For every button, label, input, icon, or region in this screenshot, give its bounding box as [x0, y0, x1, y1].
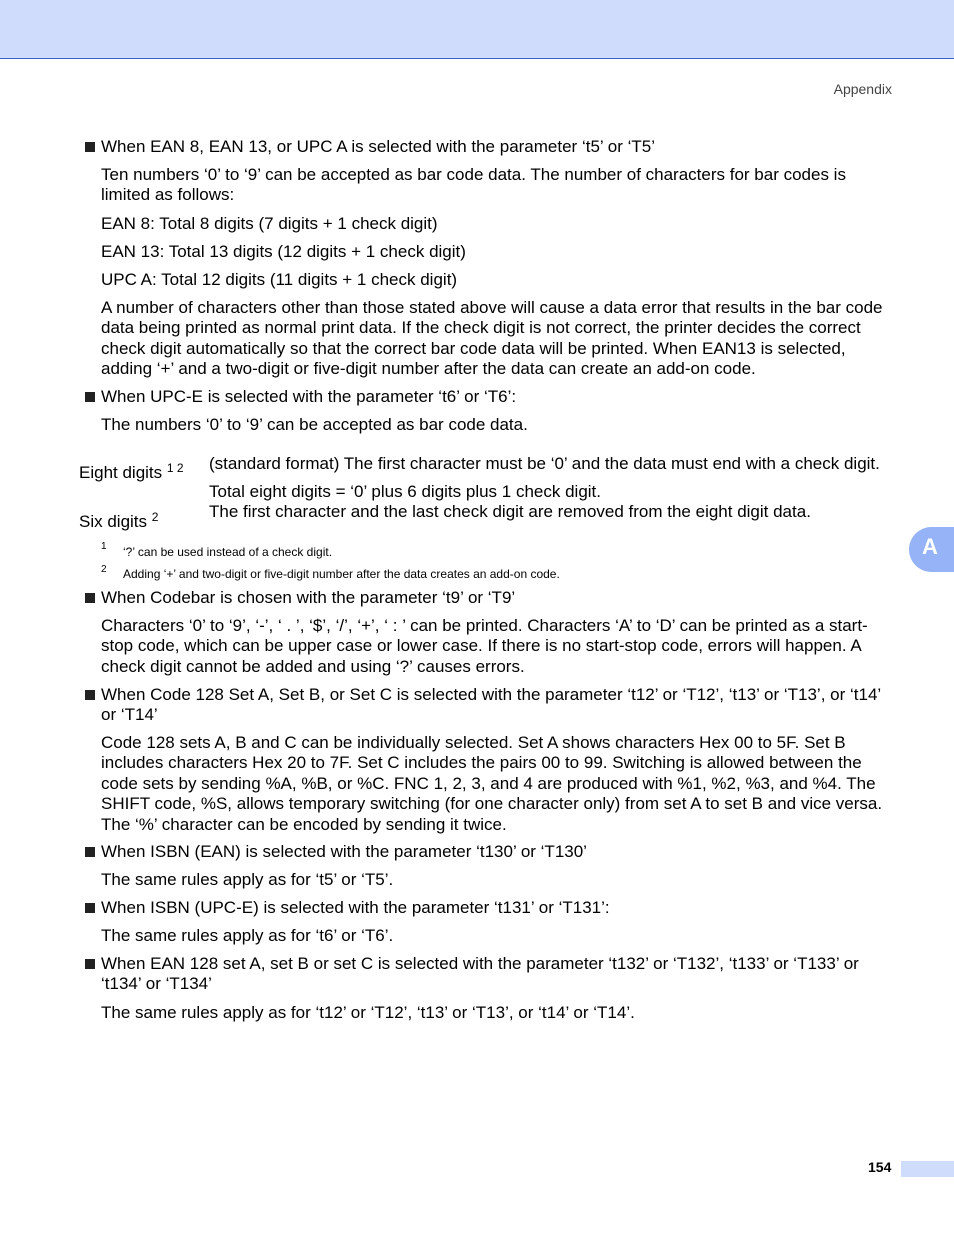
paragraph: The same rules apply as for ‘t12’ or ‘T12’, ‘t13’ or ‘T13’, or ‘t14’ or ‘T14’. — [101, 1003, 635, 1022]
bullet-upce: When UPC-E is selected with the parameter ‘t6’ or ‘T6’: — [85, 387, 890, 407]
paragraph: A number of characters other than those stated above will cause a data error that results in the bar code data being printed as normal print data. If the check digit is not correct, the printer decides the correct check digit automatically so that the correct bar code data will be printed. When EAN13 is selected, adding ‘+’ and a two-digit or five-digit number after the data can create an add-on code. — [101, 298, 883, 379]
footnote-text: ‘?’ can be used instead of a check digit. — [123, 545, 333, 559]
paragraph: The same rules apply as for ‘t6’ or ‘T6’. — [101, 926, 394, 945]
page-number: 154 — [868, 1159, 892, 1175]
bullet-ean128: When EAN 128 set A, set B or set C is selected with the parameter ‘t132’ or ‘T132’, ‘t133’ or ‘T133’ or ‘t134’ or ‘T134’ — [85, 954, 890, 995]
footnote-number: 1 — [101, 541, 107, 552]
bullet-code128: When Code 128 Set A, Set B, or Set C is selected with the parameter ‘t12’ or ‘T12’, ‘t13’ or ‘T13’, or ‘t14’ or ‘T14’ — [85, 685, 890, 726]
bullet-square-icon — [85, 392, 95, 402]
bullet-square-icon — [85, 847, 95, 857]
table-row-label: Six digits $^2$ — [79, 510, 159, 531]
table-cell: (standard format) The first character must be ‘0’ and the data must end with a check digit. — [209, 454, 880, 473]
table-cell: The first character and the last check digit are removed from the eight digit data. — [209, 502, 811, 521]
paragraph: EAN 13: Total 13 digits (12 digits + 1 check digit) — [101, 242, 466, 261]
bullet-square-icon — [85, 142, 95, 152]
paragraph: Characters ‘0’ to ‘9’, ‘-’, ‘ . ’, ‘$’, ‘/’, ‘+’, ‘ : ’ can be printed. Characters ‘A’ to ‘D’ can be printed as a start-stop code, which can be upper case or lower case. If there is no start-stop code, errors will happen. A check digit cannot be added and using ‘?’ causes errors. — [101, 616, 868, 676]
paragraph: UPC A: Total 12 digits (11 digits + 1 check digit) — [101, 270, 458, 289]
header-band — [0, 0, 954, 59]
footnote-text: Adding ‘+’ and two-digit or five-digit number after the data creates an add-on code. — [123, 567, 560, 581]
footer-bar — [901, 1161, 954, 1177]
footnote-ref: 2 — [151, 510, 159, 524]
section-label: Appendix — [833, 81, 892, 97]
bullet-codebar: When Codebar is chosen with the parameter ‘t9’ or ‘T9’ — [85, 588, 890, 608]
table-cell: Total eight digits = ‘0’ plus 6 digits plus 1 check digit. — [209, 482, 602, 501]
footnote-number: 2 — [101, 564, 107, 575]
appendix-tab-letter: A — [922, 534, 938, 559]
bullet-square-icon — [85, 959, 95, 969]
bullet-ean: When EAN 8, EAN 13, or UPC A is selected with the parameter ‘t5’ or ‘T5’ — [85, 137, 890, 157]
bullet-isbn-ean: When ISBN (EAN) is selected with the parameter ‘t130’ or ‘T130’ — [85, 842, 890, 862]
bullet-square-icon — [85, 593, 95, 603]
paragraph: The same rules apply as for ‘t5’ or ‘T5’. — [101, 870, 394, 889]
paragraph: EAN 8: Total 8 digits (7 digits + 1 check digit) — [101, 214, 438, 233]
table-row-label: Eight digits $^{1 2}$ — [79, 461, 184, 482]
footnote-ref: 1 2 — [166, 461, 184, 475]
bullet-square-icon — [85, 690, 95, 700]
paragraph: Ten numbers ‘0’ to ‘9’ can be accepted as bar code data. The number of characters for bar codes is limited as follows: — [101, 165, 846, 205]
bullet-square-icon — [85, 903, 95, 913]
paragraph: Code 128 sets A, B and C can be individually selected. Set A shows characters Hex 00 to 5F. Set B includes characters Hex 20 to 7F. Set C includes the pairs 00 to 99. Switching is allowed between the code sets by sending %A, %B, or %C. FNC 1, 2, 3, and 4 are produced with %1, %2, %3, and %4. The SHIFT code, %S, allows temporary switching (for one character only) from set A to set B and vice versa. The ‘%’ character can be encoded by sending it twice. — [101, 733, 883, 834]
paragraph: The numbers ‘0’ to ‘9’ can be accepted as bar code data. — [101, 415, 528, 434]
bullet-isbn-upce: When ISBN (UPC-E) is selected with the parameter ‘t131’ or ‘T131’: — [85, 898, 890, 918]
